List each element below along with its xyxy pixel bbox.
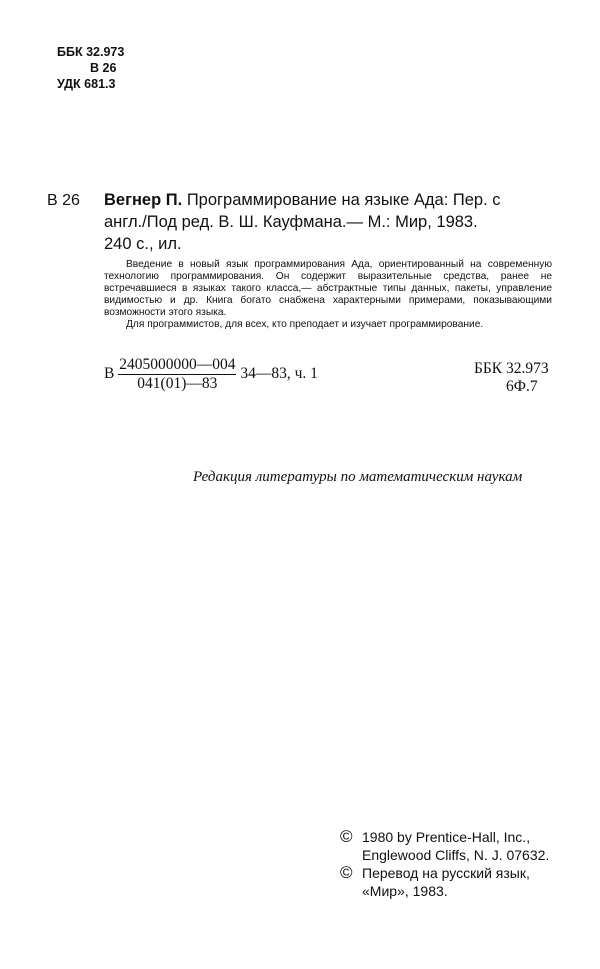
bbk-label: ББК (57, 45, 83, 59)
classification-block (57, 44, 124, 92)
copyright-icon: © (340, 827, 353, 846)
bbk-line (57, 44, 124, 60)
author-mark-line (57, 60, 124, 76)
signature-prefix: В (104, 365, 115, 383)
card-line-1 (104, 189, 501, 211)
card-title: Программирование на языке Ада: Пер. с (186, 191, 501, 209)
bbk-right-line-2: 6Ф.7 (506, 378, 538, 395)
copyright-line-3: Перевод на русский язык, (362, 865, 530, 881)
copyright-icon: © (340, 863, 353, 882)
copyright-line-2: Englewood Cliffs, N. J. 07632. (362, 847, 550, 863)
udk-value: 681.3 (84, 77, 116, 91)
card-annotation (104, 259, 552, 331)
copyright-line-1: 1980 by Prentice-Hall, Inc., (362, 829, 531, 845)
card-line-3: 240 с., ил. (104, 235, 182, 253)
signature-denominator: 041(01)—83 (137, 375, 218, 392)
bbk-right-line-1: ББК 32.973 (474, 360, 549, 377)
edition-note: Редакция литературы по математическим наукам (193, 469, 523, 485)
bbk-right-block (474, 360, 549, 396)
signature-numerator: 2405000000—004 (119, 356, 236, 373)
bbk-value: 32.973 (86, 45, 125, 59)
author-mark: В 26 (90, 61, 117, 75)
copyright-row-3 (340, 864, 549, 882)
publishing-signature (104, 356, 318, 393)
signature-fraction (118, 356, 236, 393)
udk-label: УДК (57, 77, 81, 91)
card-title-block (104, 189, 501, 255)
copyright-block (340, 828, 549, 900)
annotation-paragraph-1: Введение в новый язык программирования Ада, ориентированный на современную технологию программирования. Он содержит выразительные средства, ранее не встречавшиеся в языках такого класса,— абстрактные типы данных, пакеты, управление видимостью и др. Книга богато снабжена характерными примерами, показывающими возможности этого языка. (104, 259, 552, 318)
card-line-2: англ./Под ред. В. Ш. Кауфмана.— М.: Мир, 1983. (104, 213, 478, 231)
copyright-line-4: «Мир», 1983. (362, 883, 448, 899)
copyright-row-1 (340, 828, 549, 846)
udk-line (57, 76, 124, 92)
signature-suffix: 34—83, ч. 1 (240, 365, 318, 383)
card-author: Вегнер П. (104, 191, 183, 209)
card-code: В 26 (47, 192, 80, 209)
annotation-paragraph-2: Для программистов, для всех, кто преподает и изучает программирование. (126, 319, 484, 330)
